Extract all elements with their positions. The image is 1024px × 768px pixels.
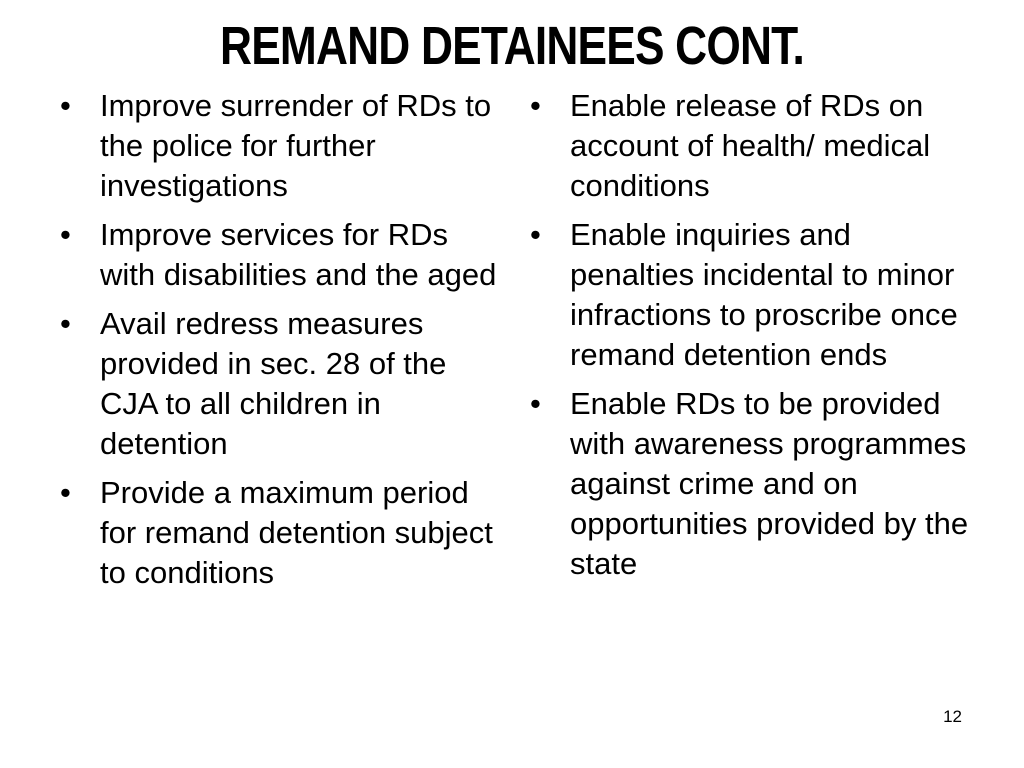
bullet-text: Avail redress measures provided in sec. 28 of the CJA to all children in detention [100, 306, 447, 461]
bullet-dot-icon: • [530, 386, 541, 421]
bullet-dot-icon: • [60, 306, 71, 341]
bullet-dot-icon: • [60, 217, 71, 252]
bullet-text: Enable RDs to be provided with awareness programmes against crime and on opportunities provided by the state [570, 386, 969, 581]
bullet-text: Improve surrender of RDs to the police for further investigations [100, 88, 492, 203]
bullet-dot-icon: • [530, 217, 541, 252]
bullet-item [60, 215, 500, 295]
bullet-dot-icon: • [60, 475, 71, 510]
bullet-item [60, 473, 500, 593]
bullet-item [60, 86, 500, 206]
bullet-text: Improve services for RDs with disabilities and the aged [100, 217, 497, 292]
bullet-item [530, 86, 970, 206]
bullet-text: Provide a maximum period for remand detention subject to conditions [100, 475, 493, 590]
bullet-item [530, 215, 970, 375]
bullet-dot-icon: • [530, 88, 541, 123]
right-bullet-list [530, 86, 970, 593]
left-bullet-list [60, 86, 500, 602]
slide-title: REMAND DETAINEES CONT. [220, 16, 804, 76]
bullet-text: Enable inquiries and penalties incidental to minor infractions to proscribe once remand detention ends [570, 217, 958, 372]
bullet-item [530, 384, 970, 584]
page-number: 12 [943, 707, 962, 726]
bullet-dot-icon: • [60, 88, 71, 123]
bullet-text: Enable release of RDs on account of health/ medical conditions [570, 88, 931, 203]
bullet-item [60, 304, 500, 464]
